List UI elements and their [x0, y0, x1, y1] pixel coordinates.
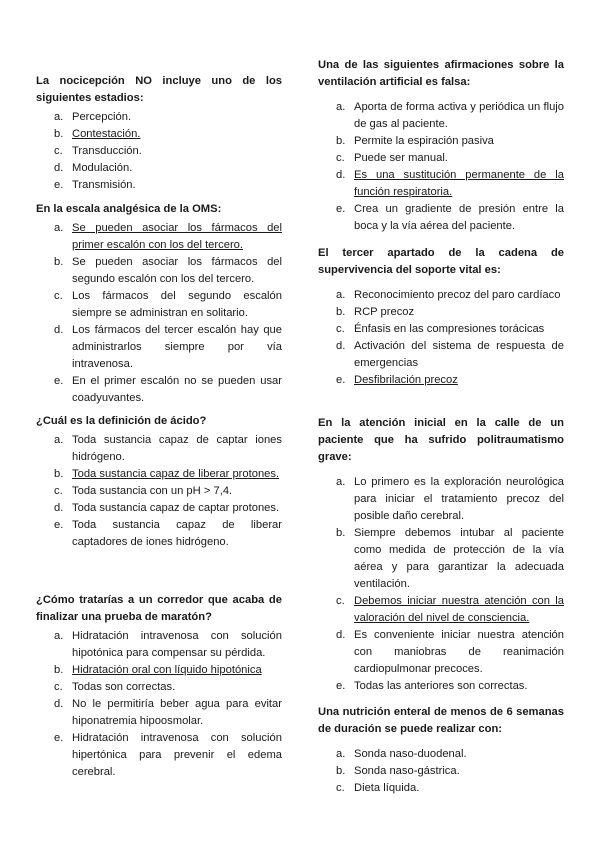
question-title: ¿Cómo tratarías a un corredor que acaba de finalizar una prueba de maratón?: [36, 594, 282, 623]
option-c: c. Puede ser manual.: [336, 152, 448, 164]
option-e: e. Desfibrilación precoz: [336, 374, 458, 386]
option-a: a. Percepción.: [54, 111, 132, 123]
question-title: El tercer apartado de la cadena de supervivencia del soporte vital es:: [318, 247, 564, 276]
option-c: c. Dieta líquida.: [336, 782, 420, 794]
option-b: b. Sonda naso-gástrica.: [336, 765, 460, 777]
marked-answer: Debemos iniciar nuestra atención con la valoración del nivel de consciencia.: [354, 595, 564, 624]
question-title: En la atención inicial en la calle de un paciente que ha sufrido politraumatismo grave:: [318, 417, 564, 463]
option-c: c. Los fármacos del segundo escalón siempre se administran en solitario.: [54, 290, 282, 319]
question-ventilation: [318, 57, 564, 235]
option-list: [318, 746, 564, 797]
option-c: c. Todas son correctas.: [54, 681, 176, 693]
option-b: b. RCP precoz: [336, 306, 415, 318]
marked-answer: Toda sustancia capaz de liberar protones.: [72, 468, 280, 480]
option-b: b. Toda sustancia capaz de liberar protones.: [54, 468, 280, 480]
option-a: a. Reconocimiento precoz del paro cardíaco: [336, 289, 561, 301]
question-title: En la escala analgésica de la OMS:: [36, 203, 222, 215]
option-d: d. Modulación.: [54, 162, 133, 174]
option-list: [318, 99, 564, 235]
question-marathon: [36, 592, 282, 781]
option-a: a. Aporta de forma activa y periódica un flujo de gas al paciente.: [336, 101, 564, 130]
option-list: [36, 109, 282, 194]
option-a: a. Lo primero es la exploración neurológica para iniciar el tratamiento precoz del posible daño cerebral.: [336, 476, 564, 522]
option-b: b. Hidratación oral con líquido hipotónica: [54, 664, 262, 676]
marked-answer: Desfibrilación precoz: [354, 374, 458, 386]
option-list: [36, 220, 282, 407]
option-b: b. Contestación.: [54, 128, 141, 140]
option-a: a. Sonda naso-duodenal.: [336, 748, 467, 760]
option-c: c. Debemos iniciar nuestra atención con la valoración del nivel de consciencia.: [336, 595, 564, 624]
option-c: c. Toda sustancia con un pH > 7,4.: [54, 485, 233, 497]
option-b: b. Permite la espiración pasiva: [336, 135, 494, 147]
question-title: La nocicepción NO incluye uno de los siguientes estadios:: [36, 75, 282, 104]
option-d: d. Los fármacos del tercer escalón hay que administrarlos siempre por vía intravenosa.: [54, 324, 282, 370]
option-c: c. Transducción.: [54, 145, 142, 157]
option-d: d. Es una sustitución permanente de la función respiratoria.: [336, 169, 564, 198]
question-title: ¿Cuál es la definición de ácido?: [36, 415, 207, 427]
option-list: [36, 432, 282, 551]
option-e: e. Todas las anteriores son correctas.: [336, 680, 528, 692]
marked-answer: Se pueden asociar los fármacos del primer escalón con los del tercero.: [72, 222, 282, 251]
option-e: e. Crea un gradiente de presión entre la boca y la vía aérea del paciente.: [336, 203, 564, 232]
option-list: [36, 628, 282, 781]
option-a: a. Toda sustancia capaz de captar iones hidrógeno.: [54, 434, 282, 463]
option-c: c. Énfasis en las compresiones torácicas: [336, 323, 545, 335]
option-a: a. Hidratación intravenosa con solución hipotónica para compensar su pérdida.: [54, 630, 282, 659]
question-enteral-nutrition: [318, 704, 564, 797]
question-oms-scale: [36, 201, 282, 407]
option-b: b. Siempre debemos intubar al paciente como medida de protección de la vía aérea y para garantizar la adecuada ventilación.: [336, 527, 564, 590]
question-nociception: [36, 73, 282, 194]
question-polytrauma: [318, 415, 564, 695]
option-e: e. En el primer escalón no se pueden usar coadyuvantes.: [54, 375, 282, 404]
question-acid-definition: [36, 413, 282, 551]
question-survival-chain: [318, 245, 564, 389]
marked-answer: Es una sustitución permanente de la función respiratoria.: [354, 169, 564, 198]
option-d: d. No le permitiría beber agua para evitar hiponatremia hipoosmolar.: [54, 698, 282, 727]
option-e: e. Hidratación intravenosa con solución hipertónica para prevenir el edema cerebral.: [54, 732, 282, 778]
option-a: a. Se pueden asociar los fármacos del primer escalón con los del tercero.: [54, 222, 282, 251]
option-e: e. Toda sustancia capaz de liberar captadores de iones hidrógeno.: [54, 519, 282, 548]
question-title: Una nutrición enteral de menos de 6 semanas de duración se puede realizar con:: [318, 706, 564, 735]
option-list: [318, 474, 564, 695]
marked-answer: Contestación.: [72, 128, 141, 140]
question-title: Una de las siguientes afirmaciones sobre la ventilación artificial es falsa:: [318, 59, 564, 88]
option-d: d. Toda sustancia capaz de captar protones.: [54, 502, 280, 514]
option-d: d. Es conveniente iniciar nuestra atención con maniobras de reanimación cardiopulmonar precoces.: [336, 629, 564, 675]
option-e: e. Transmisión.: [54, 179, 136, 191]
option-list: [318, 287, 564, 389]
marked-answer: Hidratación oral con líquido hipotónica: [72, 664, 262, 676]
option-d: d. Activación del sistema de respuesta de emergencias: [336, 340, 564, 369]
option-b: b. Se pueden asociar los fármacos del segundo escalón con los del tercero.: [54, 256, 282, 285]
